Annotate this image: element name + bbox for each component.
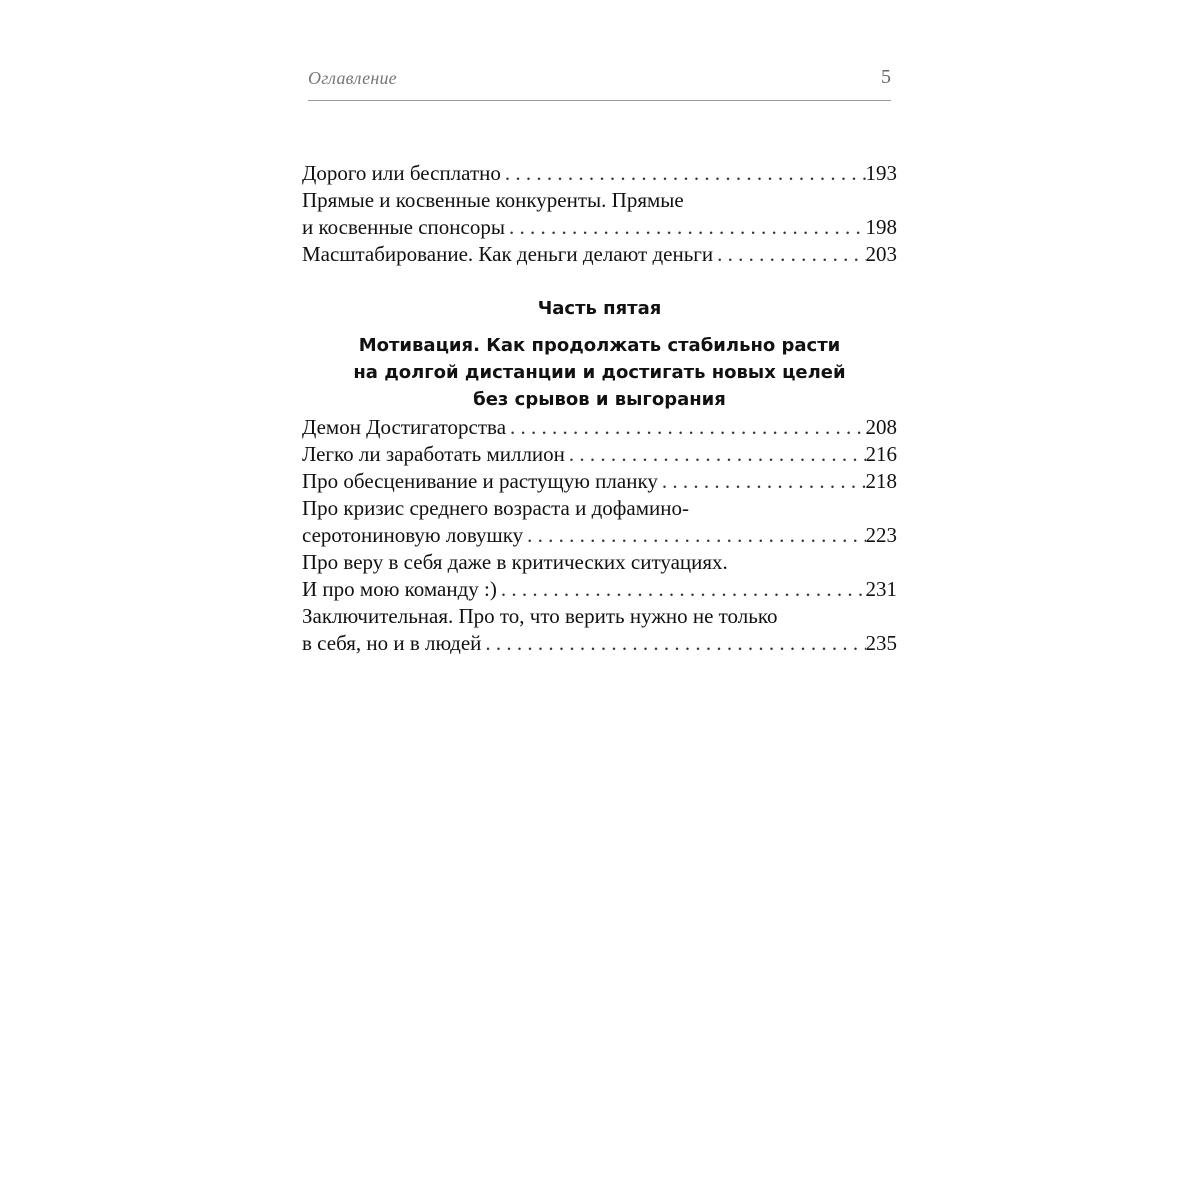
dot-leader xyxy=(523,522,865,549)
part-heading xyxy=(302,296,897,413)
dot-leader xyxy=(501,160,866,187)
part-title-line: Мотивация. Как продолжать стабильно расти xyxy=(358,335,841,356)
toc-entry-last-line xyxy=(302,414,897,441)
toc-entry-page-number: 193 xyxy=(865,161,897,185)
running-head-title: Оглавление xyxy=(308,68,397,88)
dot-leader xyxy=(481,630,865,657)
toc-entry-last-line xyxy=(302,160,897,187)
toc-entry[interactable] xyxy=(302,160,897,187)
toc-entry-page-number: 203 xyxy=(865,242,897,266)
dot-leader xyxy=(505,214,866,241)
toc-entry-page-number: 231 xyxy=(865,577,897,601)
toc-entry[interactable] xyxy=(302,441,897,468)
toc-entry-title: и косвенные спонсоры xyxy=(302,215,505,239)
toc-entry-last-line xyxy=(302,214,897,241)
part-title-line: на долгой дистанции и достигать новых целей xyxy=(353,362,846,383)
toc-entry[interactable] xyxy=(302,241,897,268)
toc-entry-title-line: Заключительная. Про то, что верить нужно не только xyxy=(302,604,778,628)
toc-entry-last-line xyxy=(302,241,897,268)
toc-entry-title: И про мою команду :) xyxy=(302,577,497,601)
toc-entry[interactable] xyxy=(302,495,897,549)
dot-leader xyxy=(565,441,866,468)
table-of-contents xyxy=(302,160,897,657)
dot-leader xyxy=(506,414,865,441)
toc-entry[interactable] xyxy=(302,549,897,603)
toc-entry-last-line xyxy=(302,441,897,468)
page-number: 5 xyxy=(881,66,891,88)
toc-entry-title: Про обесценивание и растущую планку xyxy=(302,469,658,493)
toc-entry[interactable] xyxy=(302,603,897,657)
toc-entry-page-number: 208 xyxy=(865,415,897,439)
part-label: Часть пятая xyxy=(537,298,662,319)
running-head xyxy=(308,66,891,101)
toc-entry-page-number: 235 xyxy=(865,631,897,655)
toc-entry-title: Демон Достигаторства xyxy=(302,415,507,439)
toc-entry-page-number: 216 xyxy=(865,442,897,466)
dot-leader xyxy=(497,576,866,603)
toc-entry-title: Дорого или бесплатно xyxy=(302,161,501,185)
toc-entry-page-number: 198 xyxy=(865,215,897,239)
toc-entry-title-line: Про веру в себя даже в критических ситуациях. xyxy=(302,550,728,574)
toc-entries-before-part xyxy=(302,160,897,268)
dot-leader xyxy=(658,468,866,495)
toc-entry-last-line xyxy=(302,630,897,657)
toc-entry[interactable] xyxy=(302,414,897,441)
toc-entry-title: Легко ли заработать миллион xyxy=(302,442,565,466)
toc-entry-title: серотониновую ловушку xyxy=(302,523,524,547)
toc-entry-title-line: Про кризис среднего возраста и дофамино- xyxy=(302,496,689,520)
part-title-line: без срывов и выгорания xyxy=(473,389,726,410)
toc-entry[interactable] xyxy=(302,468,897,495)
toc-entry-title: Масштабирование. Как деньги делают деньги xyxy=(302,242,714,266)
toc-entry[interactable] xyxy=(302,187,897,241)
part-title xyxy=(302,332,897,413)
toc-entry-page-number: 218 xyxy=(865,469,897,493)
toc-entry-last-line xyxy=(302,576,897,603)
toc-entry-last-line xyxy=(302,522,897,549)
dot-leader xyxy=(713,241,865,268)
toc-entries-after-part xyxy=(302,414,897,657)
toc-entry-title: в себя, но и в людей xyxy=(302,631,482,655)
toc-entry-title-line: Прямые и косвенные конкуренты. Прямые xyxy=(302,188,684,212)
toc-entry-last-line xyxy=(302,468,897,495)
toc-entry-page-number: 223 xyxy=(865,523,897,547)
